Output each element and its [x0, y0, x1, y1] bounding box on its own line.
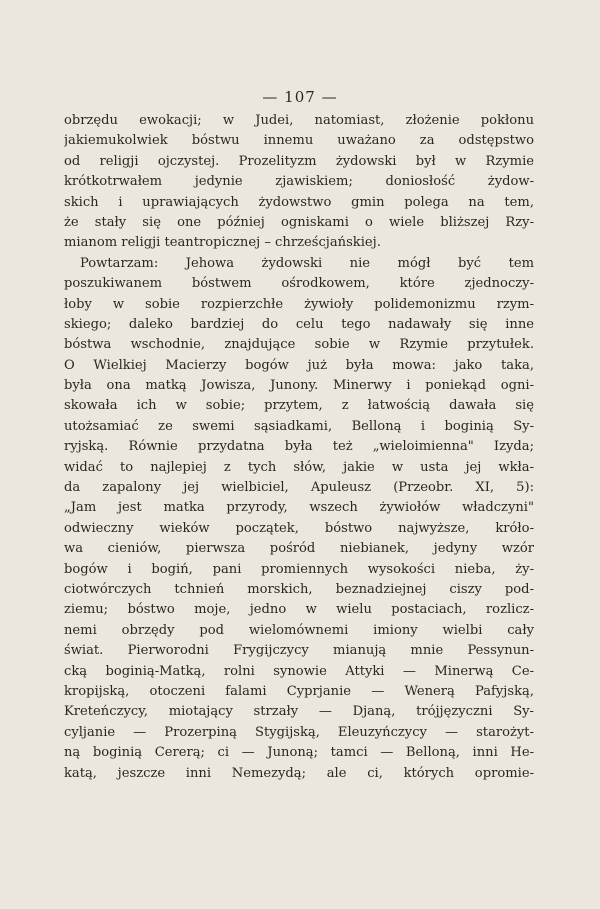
text-line: Kreteńczycy, miotający strzały — Djaną, trójjęzyczni Sy- — [64, 704, 534, 720]
text-line: od religji ojczystej. Prozelityzm żydowski był w Rzymie — [64, 153, 534, 169]
body-text — [64, 111, 534, 784]
text-line: mianom religji teantropicznej – chrześcjańskiej. — [64, 235, 381, 251]
text-line: skiego; daleko bardziej do celu tego nadawały się inne — [64, 316, 534, 332]
text-line: obrzędu ewokacji; w Judei, natomiast, złożenie pokłonu — [64, 113, 534, 128]
text-line: poszukiwanem bóstwem ośrodkowem, które zjednoczy- — [64, 276, 534, 292]
text-line: skowała ich w sobie; przytem, z łatwością dawała się — [64, 398, 534, 414]
text-line: „Jam jest matka przyrody, wszech żywiołów władczyni" — [64, 500, 534, 516]
text-line: że stały się one później ogniskami o wiele bliższej Rzy- — [64, 214, 534, 230]
text-line: kropijską, otoczeni falami Cyprjanie — Wenerą Pafyjską, — [64, 683, 534, 699]
text-line: nemi obrzędy pod wielomównemi imiony wielbi cały — [64, 622, 534, 638]
text-line: krótkotrwałem jedynie zjawiskiem; doniosłość żydow- — [64, 174, 534, 190]
text-line: łoby w sobie rozpierzchłe żywioły polidemonizmu rzym- — [64, 296, 534, 312]
page-number: — 107 — — [262, 88, 338, 106]
text-line: cyljanie — Prozerpiną Stygijską, Eleuzyńczycy — starożyt- — [64, 724, 534, 740]
text-line: bogów i bogiń, pani promiennych wysokości nieba, ży- — [64, 561, 534, 577]
text-line: była ona matką Jowisza, Junony. Minerwy i poniekąd ogni- — [64, 378, 534, 394]
text-line: odwieczny wieków początek, bóstwo najwyższe, króło- — [64, 520, 534, 536]
text-line: ciotwórczych tchnień morskich, beznadziejnej ciszy pod- — [64, 581, 534, 597]
text-line: bóstwa wschodnie, znajdujące sobie w Rzymie przytułek. — [64, 337, 534, 353]
text-line: świat. Pierworodni Frygijczycy mianują mnie Pessynun- — [64, 643, 534, 659]
text-line: cką boginią-Matką, rolni synowie Attyki — Minerwą Ce- — [64, 663, 534, 679]
text-line: widać to najlepiej z tych słów, jakie w usta jej wkła- — [64, 459, 534, 475]
text-line: ną boginią Cererą; ci — Junoną; tamci — Belloną, inni He- — [64, 745, 534, 761]
text-line: Powtarzam: Jehowa żydowski nie mógł być tem — [80, 255, 534, 271]
text-line: katą, jeszcze inni Nemezydą; ale ci, których opromie- — [64, 765, 534, 781]
text-line: ziemu; bóstwo moje, jedno w wielu postaciach, rozlicz- — [64, 602, 534, 618]
text-line: jakiemukolwiek bóstwu innemu uważano za odstępstwo — [64, 133, 534, 149]
text-line: O Wielkiej Macierzy bogów już była mowa: jako taka, — [64, 357, 534, 373]
text-line: da zapalony jej wielbiciel, Apuleusz (Przeobr. XI, 5): — [64, 480, 534, 496]
text-line: utożsamiać ze swemi sąsiadkami, Belloną i boginią Sy- — [64, 418, 534, 434]
text-line: wa cieniów, pierwsza pośród niebianek, jedyny wzór — [64, 541, 534, 557]
text-line: skich i uprawiających żydowstwo gmin polega na tem, — [64, 194, 534, 210]
text-line: ryjską. Równie przydatna była też „wieloimienna" Izyda; — [64, 439, 534, 455]
